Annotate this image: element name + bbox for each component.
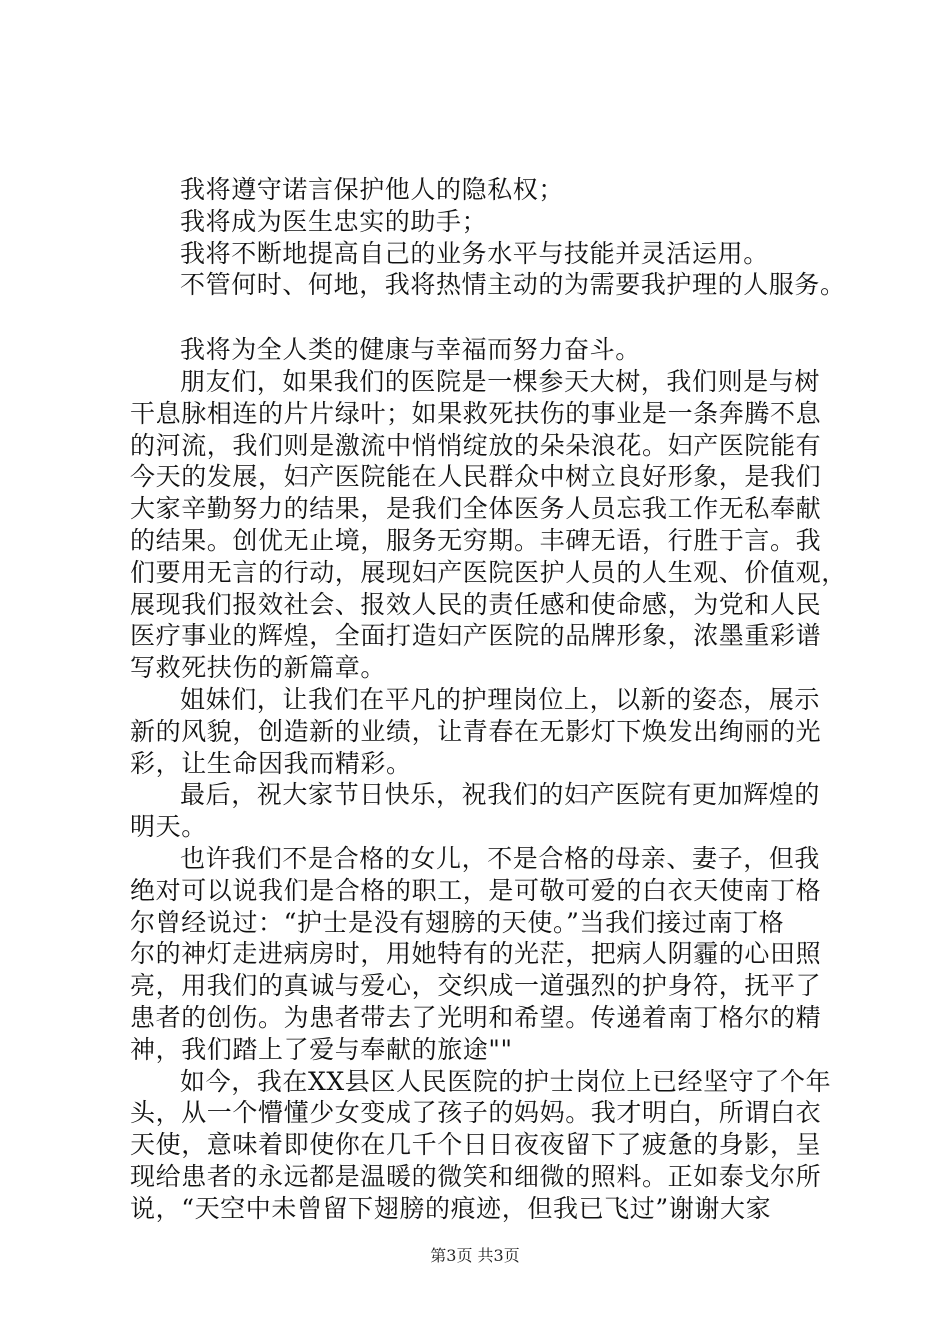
paragraph-line: 头，从一个懵懂少女变成了孩子的妈妈。我才明白，所谓白衣 (130, 1098, 822, 1128)
paragraph-line: 最后，祝大家节日快乐，祝我们的妇产医院有更加辉煌的 (180, 780, 821, 810)
paragraph-line: 的结果。创优无止境，服务无穷期。丰碑无语，行胜于言。我 (130, 525, 822, 555)
paragraph-line: 现给患者的永远都是温暖的微笑和细微的照料。正如泰戈尔所 (130, 1161, 822, 1191)
paragraph-line: 姐妹们，让我们在平凡的护理岗位上，以新的姿态，展示 (180, 684, 821, 714)
paragraph-line: 天使，意味着即使你在几千个日日夜夜留下了疲惫的身影，呈 (130, 1130, 822, 1160)
paragraph-line: 的河流，我们则是激流中悄悄绽放的朵朵浪花。妇产医院能有 (130, 430, 822, 460)
paragraph-line: 写救死扶伤的新篇章。 (130, 653, 387, 683)
paragraph-2 (130, 366, 847, 684)
paragraph-line: 亮，用我们的真诚与爱心，交织成一道强烈的护身符，抚平了 (130, 971, 822, 1001)
paragraph-3 (130, 684, 830, 779)
paragraph-line: 医疗事业的辉煌，全面打造妇产医院的品牌形象，浓墨重彩谱 (130, 621, 822, 651)
oath-line: 我将成为医生忠实的助手； (180, 206, 488, 236)
paragraph-line: 干息脉相连的片片绿叶；如果救死扶伤的事业是一条奔腾不息 (130, 398, 822, 428)
paragraph-line: 们要用无言的行动，展现妇产医院医护人员的人生观、价值观， (130, 557, 847, 587)
paragraph-line: 明天。 (130, 812, 207, 842)
oath-block (130, 174, 846, 301)
paragraph-line: 新的风貌，创造新的业绩，让青春在无影灯下焕发出绚丽的光 (130, 716, 822, 746)
paragraph-line: 尔曾经说过：“护士是没有翅膀的天使。”当我们接过南丁格 (130, 907, 785, 937)
paragraph-1 (130, 334, 830, 366)
paragraph-line: 朋友们，如果我们的医院是一棵参天大树，我们则是与树 (180, 366, 821, 396)
paragraph-line: 如今，我在XX县区人民医院的护士岗位上已经坚守了个年 (180, 1066, 832, 1096)
paragraph-line: 我将为全人类的健康与幸福而努力奋斗。 (180, 335, 641, 365)
oath-line: 不管何时、何地，我将热情主动的为需要我护理的人服务。 (180, 270, 846, 300)
paragraph-line: 尔的神灯走进病房时，用她特有的光茫，把病人阴霾的心田照 (130, 939, 822, 969)
paragraph-line: 也许我们不是合格的女儿，不是合格的母亲、妻子，但我 (180, 843, 821, 873)
paragraph-line: 说，“天空中未曾留下翅膀的痕迹，但我已飞过”谢谢大家 (130, 1193, 772, 1223)
paragraph-gap (130, 301, 830, 334)
paragraph-line: 神，我们踏上了爱与奉献的旅途"" (130, 1034, 513, 1064)
oath-line: 我将遵守诺言保护他人的隐私权； (180, 175, 565, 204)
paragraph-line: 彩，让生命因我而精彩。 (130, 748, 412, 778)
paragraph-5 (130, 843, 830, 1066)
document-body (130, 174, 847, 1225)
paragraph-line: 患者的创伤。为患者带去了光明和希望。传递着南丁格尔的精 (130, 1002, 822, 1032)
page-number-footer: 第3页 共3页 (430, 1246, 520, 1265)
paragraph-line: 绝对可以说我们是合格的职工，是可敬可爱的白衣天使南丁格 (130, 875, 822, 905)
paragraph-line: 今天的发展，妇产医院能在人民群众中树立良好形象，是我们 (130, 462, 822, 492)
paragraph-line: 展现我们报效社会、报效人民的责任感和使命感，为党和人民 (130, 589, 822, 619)
paragraph-4 (130, 779, 830, 843)
paragraph-6 (130, 1066, 830, 1225)
oath-line: 我将不断地提高自己的业务水平与技能并灵活运用。 (180, 238, 769, 268)
paragraph-line: 大家辛勤努力的结果，是我们全体医务人员忘我工作无私奉献 (130, 494, 822, 524)
